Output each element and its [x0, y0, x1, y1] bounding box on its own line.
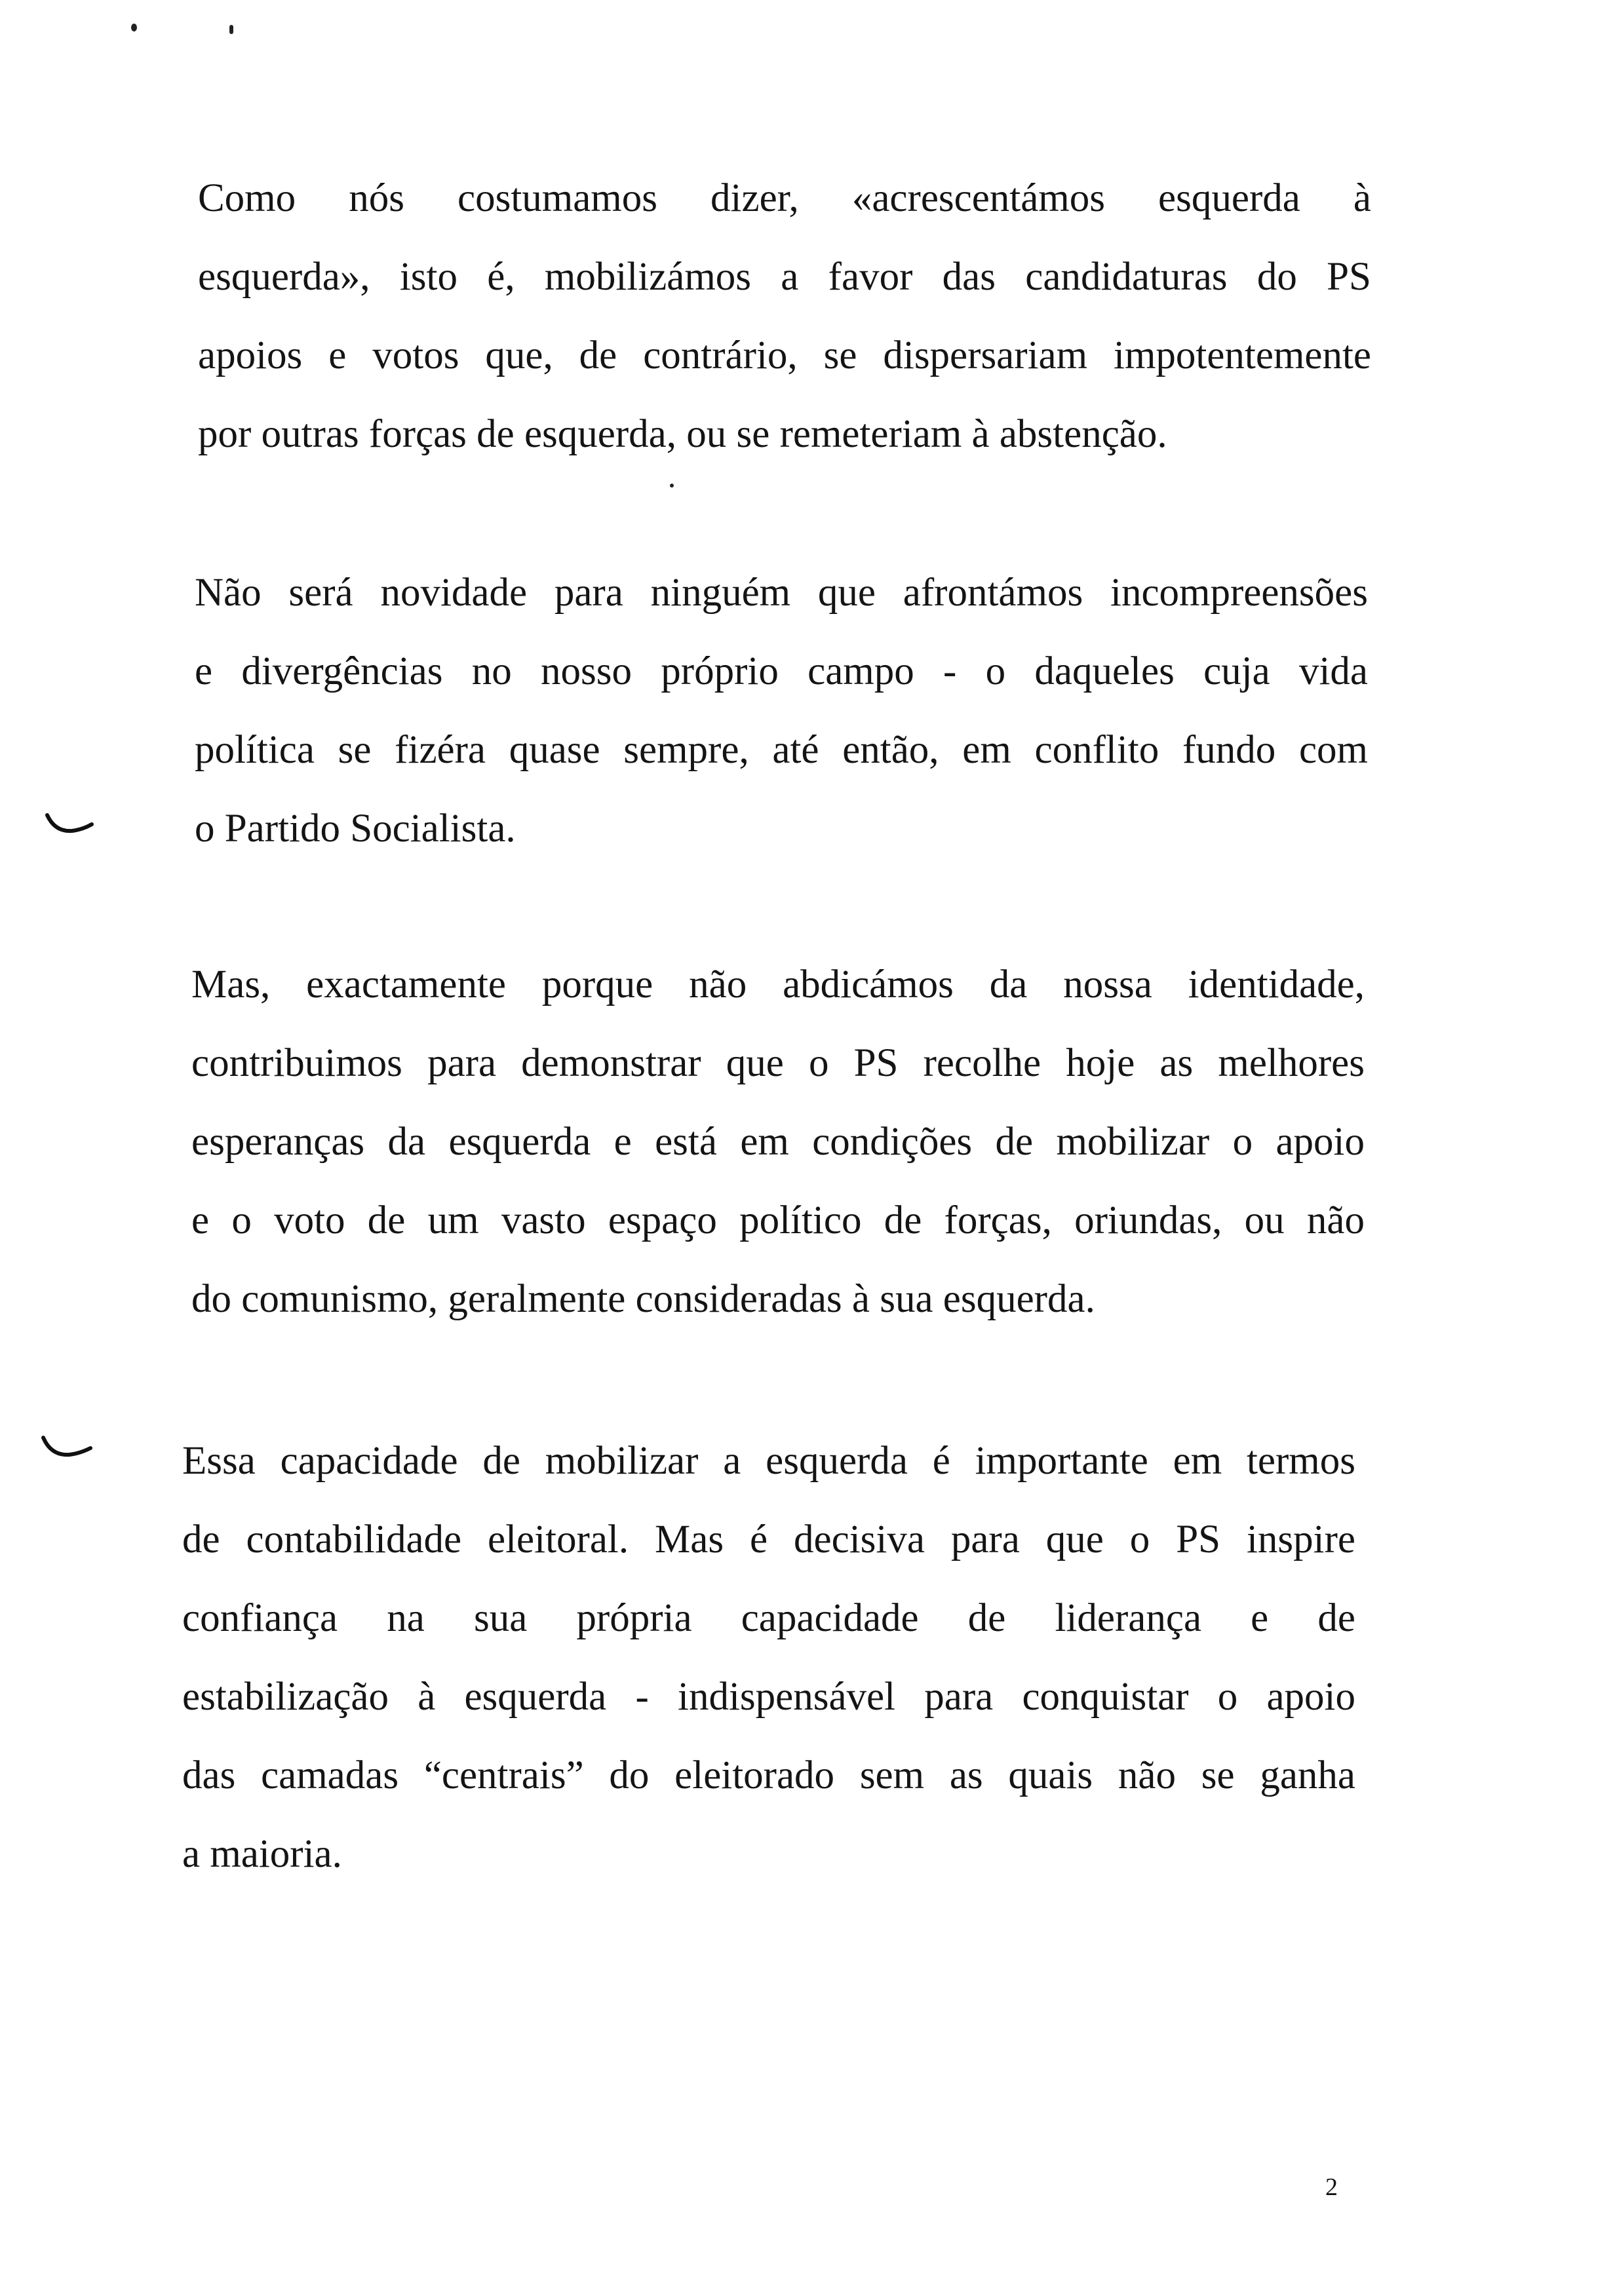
text-line: das camadas “centrais” do eleitorado sem as quais não se ganha [182, 1753, 1355, 1797]
scan-speck [670, 484, 674, 488]
text-line: a maioria. [182, 1832, 342, 1876]
text-line: Mas, exactamente porque não abdicámos da nossa identidade, [191, 963, 1365, 1006]
text-line: de contabilidade eleitoral. Mas é decisiva para que o PS inspire [182, 1518, 1355, 1561]
paragraph [198, 159, 1371, 474]
text-line: por outras forças de esquerda, ou se remeteriam à abstenção. [198, 412, 1167, 456]
margin-check-mark-icon [39, 1434, 96, 1463]
text-line: o Partido Socialista. [195, 807, 516, 851]
paragraph [182, 1422, 1355, 1894]
page-number: 2 [1325, 2173, 1338, 2201]
text-line: confiança na sua própria capacidade de liderança e de [182, 1596, 1355, 1640]
text-line: Essa capacidade de mobilizar a esquerda é importante em termos [182, 1439, 1355, 1483]
paragraph [195, 554, 1368, 868]
scan-speck [131, 24, 137, 31]
text-line: do comunismo, geralmente consideradas à sua esquerda. [191, 1277, 1095, 1321]
paragraph [191, 946, 1365, 1339]
text-line: e o voto de um vasto espaço político de forças, oriundas, ou não [191, 1198, 1365, 1242]
text-line: política se fizéra quase sempre, até então, em conflito fundo com [195, 728, 1368, 772]
text-line: Não será novidade para ninguém que afrontámos incompreensões [195, 571, 1368, 615]
text-line: Como nós costumamos dizer, «acrescentámos esquerda à [198, 176, 1371, 220]
scan-speck [229, 25, 233, 34]
text-line: esquerda», isto é, mobilizámos a favor das candidaturas do PS [198, 255, 1371, 299]
text-line: apoios e votos que, de contrário, se dispersariam impotentemente [198, 334, 1371, 377]
text-line: e divergências no nosso próprio campo - o daqueles cuja vida [195, 649, 1368, 693]
text-line: contribuimos para demonstrar que o PS recolhe hoje as melhores [191, 1041, 1365, 1085]
text-line: esperanças da esquerda e está em condições de mobilizar o apoio [191, 1120, 1365, 1164]
text-line: estabilização à esquerda - indispensável para conquistar o apoio [182, 1675, 1355, 1719]
margin-check-mark-icon [43, 811, 96, 837]
